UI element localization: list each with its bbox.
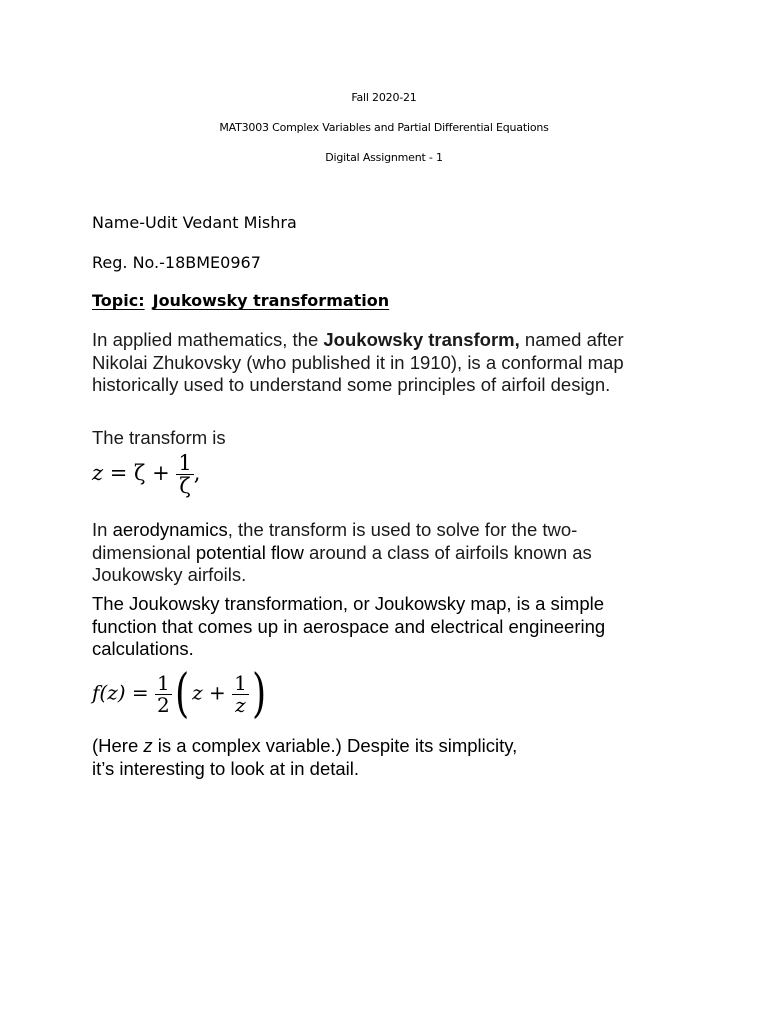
aero-text-3: around a class of airfoils known as Joukowsky airfoils. [92,541,592,585]
potential-flow-term: potential flow [195,541,304,563]
aero-text-2: , the transform is used to solve for the two-dimensional [92,519,578,563]
formula1-lhs: z [92,461,104,486]
topic-title: Joukowsky transformation [152,291,390,310]
closing-text-3: it’s interesting to look at in detail. [92,757,360,779]
formula2-lhs: f(z) = [92,680,156,705]
formula1-numerator: 1 [178,451,192,475]
formula1-denominator: ζ [179,474,191,499]
intro-text-1: In applied mathematics, the [92,329,324,350]
formula1-comma: , [193,461,201,486]
formula1-fraction [176,452,193,497]
formula2-inv-num: 1 [234,670,247,695]
formula2-half-num: 1 [157,670,170,695]
aerodynamics-paragraph [92,519,652,587]
closing-text-1: (Here [92,735,144,756]
assignment-heading: Digital Assignment - 1 [325,151,443,164]
joukowsky-formula [92,452,200,497]
student-name: Name-Udit Vedant Mishra [92,213,297,232]
formula2-half [155,670,172,717]
topic-label: Topic: [92,291,145,310]
term-heading: Fall 2020-21 [351,91,417,104]
intro-text-2: named after Nikolai Zhukovsky (who published it in 1910), is a conformal map historically used to understand some principles of airfoil design. [92,329,624,395]
intro-paragraph [92,329,652,397]
formula2-inner: z + [192,680,233,705]
formula2-inv-den: z [235,692,246,717]
formula2-inverse [232,670,249,717]
transform-intro: The transform is [92,427,226,448]
registration-number: Reg. No.-18BME0967 [92,253,261,272]
topic-heading [92,291,389,310]
map-formula [92,664,269,724]
formula2-open-paren: ( [174,664,190,724]
closing-variable: z [143,735,153,756]
course-heading: MAT3003 Complex Variables and Partial Differential Equations [219,121,549,134]
aero-text-1: In [92,519,113,540]
formula2-half-den: 2 [157,692,170,717]
formula2-close-paren: ) [251,664,267,724]
aerodynamics-term: aerodynamics [112,519,228,540]
closing-text-2: is a complex variable.) Despite its simplicity, [152,735,518,756]
map-paragraph: The Joukowsky transformation, or Joukowsky map, is a simple function that comes up in aerospace and electrical engineering calculations. [92,593,606,659]
intro-bold-term: Joukowsky transform, [323,329,520,350]
formula1-eq: = ζ + [103,461,177,486]
closing-paragraph [92,735,592,780]
